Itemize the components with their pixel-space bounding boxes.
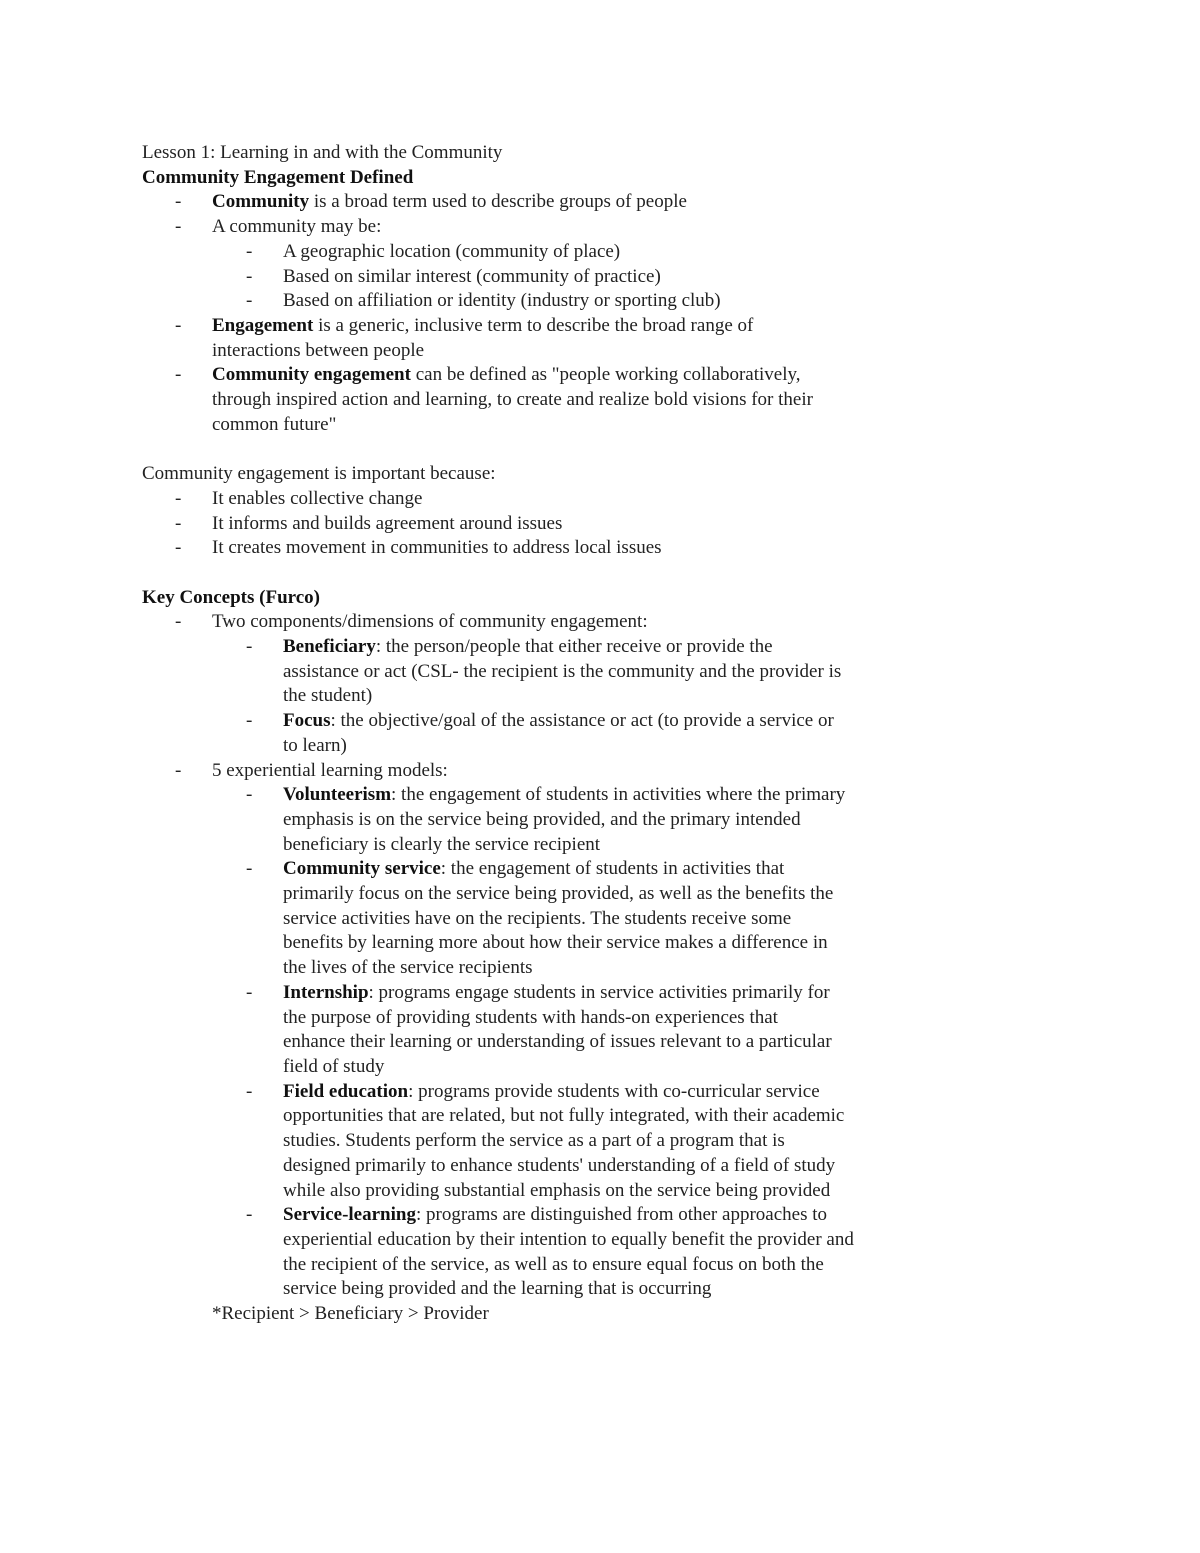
list-item-text: can be defined as "people working collaboratively, — [410, 364, 801, 386]
term-community: Community — [212, 191, 310, 213]
paragraph-intro: Community engagement is important because: — [142, 463, 496, 485]
term-volunteerism: Volunteerism — [283, 784, 392, 806]
sub-list-item — [142, 981, 942, 1006]
list-item — [142, 536, 942, 561]
list-item-continuation: designed primarily to enhance students' understanding of a field of study — [283, 1154, 836, 1176]
list-item-continuation: studies. Students perform the service as a part of a program that is — [283, 1130, 785, 1152]
bullet-dash: - — [175, 364, 182, 386]
list-item-text: is a broad term used to describe groups of people — [309, 191, 687, 213]
list-item-text: A community may be: — [212, 216, 382, 238]
bullet-dash: - — [246, 1080, 253, 1102]
term-community-service: Community service — [283, 858, 441, 880]
bullet-dash: - — [175, 611, 182, 633]
list-item-continuation: service activities have on the recipients. The students receive some — [283, 907, 792, 929]
list-item-text: : programs provide students with co-curricular service — [408, 1080, 820, 1102]
bullet-dash: - — [246, 240, 253, 262]
list-item-continuation: common future" — [212, 413, 337, 435]
footnote-recipient-order: *Recipient > Beneficiary > Provider — [212, 1303, 489, 1325]
list-item — [142, 190, 942, 215]
list-item-continuation: the recipient of the service, as well as to ensure equal focus on both the — [283, 1253, 824, 1275]
list-item — [142, 363, 942, 388]
list-item-text: A geographic location (community of place) — [283, 240, 621, 262]
document-page — [142, 141, 942, 1327]
document-title: Lesson 1: Learning in and with the Community — [142, 142, 503, 163]
sub-list-item — [142, 857, 942, 882]
bullet-dash: - — [175, 314, 182, 336]
list-item-continuation: through inspired action and learning, to create and realize bold visions for their — [212, 389, 813, 411]
bullet-dash: - — [246, 710, 253, 732]
list-item-continuation: the purpose of providing students with hands-on experiences that — [283, 1006, 778, 1028]
list-item-text: : the person/people that either receive or provide the — [375, 636, 773, 658]
list-item-text: It creates movement in communities to address local issues — [212, 537, 662, 559]
list-item-text: : the engagement of students in activities where the primary — [391, 784, 846, 806]
list-item — [142, 215, 942, 240]
list-item-text: Two components/dimensions of community engagement: — [212, 611, 648, 633]
bullet-dash: - — [246, 290, 253, 312]
bullet-dash: - — [175, 487, 182, 509]
bullet-dash: - — [246, 265, 253, 287]
list-item-text: Based on similar interest (community of practice) — [283, 265, 661, 287]
list-item — [142, 487, 942, 512]
sub-list-item — [142, 1203, 942, 1228]
list-item-text: Based on affiliation or identity (industry or sporting club) — [283, 290, 721, 312]
paragraph-gap — [142, 437, 942, 462]
term-internship: Internship — [283, 981, 369, 1003]
section-heading-key-concepts: Key Concepts (Furco) — [142, 586, 321, 608]
list-item-text: 5 experiential learning models: — [212, 759, 448, 781]
list-item-continuation: assistance or act (CSL- the recipient is the community and the provider is — [283, 660, 842, 682]
list-item — [142, 610, 942, 635]
list-item-continuation: the student) — [283, 685, 373, 707]
bullet-dash: - — [246, 858, 253, 880]
sub-list-item — [142, 783, 942, 808]
list-item-continuation: to learn) — [283, 734, 347, 756]
list-item-continuation: while also providing substantial emphasis on the service being provided — [283, 1179, 831, 1201]
term-service-learning: Service-learning — [283, 1204, 416, 1226]
bullet-dash: - — [175, 191, 182, 213]
paragraph-gap — [142, 561, 942, 586]
term-beneficiary: Beneficiary — [283, 636, 376, 658]
list-item-continuation: service being provided and the learning that is occurring — [283, 1278, 712, 1300]
list-item-continuation: the lives of the service recipients — [283, 957, 533, 979]
term-focus: Focus — [283, 710, 331, 732]
list-item-text: It informs and builds agreement around issues — [212, 512, 563, 534]
bullet-dash: - — [246, 784, 253, 806]
list-item-text: : the objective/goal of the assistance or act (to provide a service or — [330, 710, 834, 732]
bullet-dash: - — [175, 537, 182, 559]
term-community-engagement: Community engagement — [212, 364, 411, 386]
term-engagement: Engagement — [212, 314, 314, 336]
sub-list-item — [142, 1080, 942, 1105]
list-item-continuation: emphasis is on the service being provided, and the primary intended — [283, 808, 801, 830]
list-item-continuation: benefits by learning more about how their service makes a difference in — [283, 932, 828, 954]
bullet-dash: - — [175, 512, 182, 534]
sub-list-item — [142, 709, 942, 734]
list-item-text: : programs engage students in service activities primarily for — [368, 981, 830, 1003]
list-item-text: It enables collective change — [212, 487, 423, 509]
bullet-dash: - — [246, 636, 253, 658]
sub-list-item — [142, 265, 942, 290]
list-item-continuation: experiential education by their intention to equally benefit the provider and — [283, 1228, 854, 1250]
list-item — [142, 512, 942, 537]
bullet-dash: - — [175, 759, 182, 781]
list-item-continuation: enhance their learning or understanding of issues relevant to a particular — [283, 1031, 832, 1053]
list-item — [142, 314, 942, 339]
list-item-continuation: field of study — [283, 1055, 385, 1077]
list-item — [142, 759, 942, 784]
sub-list-item — [142, 635, 942, 660]
list-item-continuation: beneficiary is clearly the service recipient — [283, 833, 601, 855]
list-item-text: : the engagement of students in activities that — [440, 858, 785, 880]
list-item-continuation: opportunities that are related, but not fully integrated, with their academic — [283, 1105, 845, 1127]
list-item-text: is a generic, inclusive term to describe the broad range of — [313, 314, 754, 336]
term-field-education: Field education — [283, 1080, 409, 1102]
list-item-continuation: primarily focus on the service being provided, as well as the benefits the — [283, 883, 834, 905]
list-item-continuation: interactions between people — [212, 339, 425, 361]
sub-list-item — [142, 289, 942, 314]
bullet-dash: - — [246, 1204, 253, 1226]
sub-list-item — [142, 240, 942, 265]
bullet-dash: - — [246, 981, 253, 1003]
list-item-text: : programs are distinguished from other approaches to — [415, 1204, 827, 1226]
section-heading-community-engagement-defined: Community Engagement Defined — [142, 166, 414, 188]
bullet-dash: - — [175, 216, 182, 238]
